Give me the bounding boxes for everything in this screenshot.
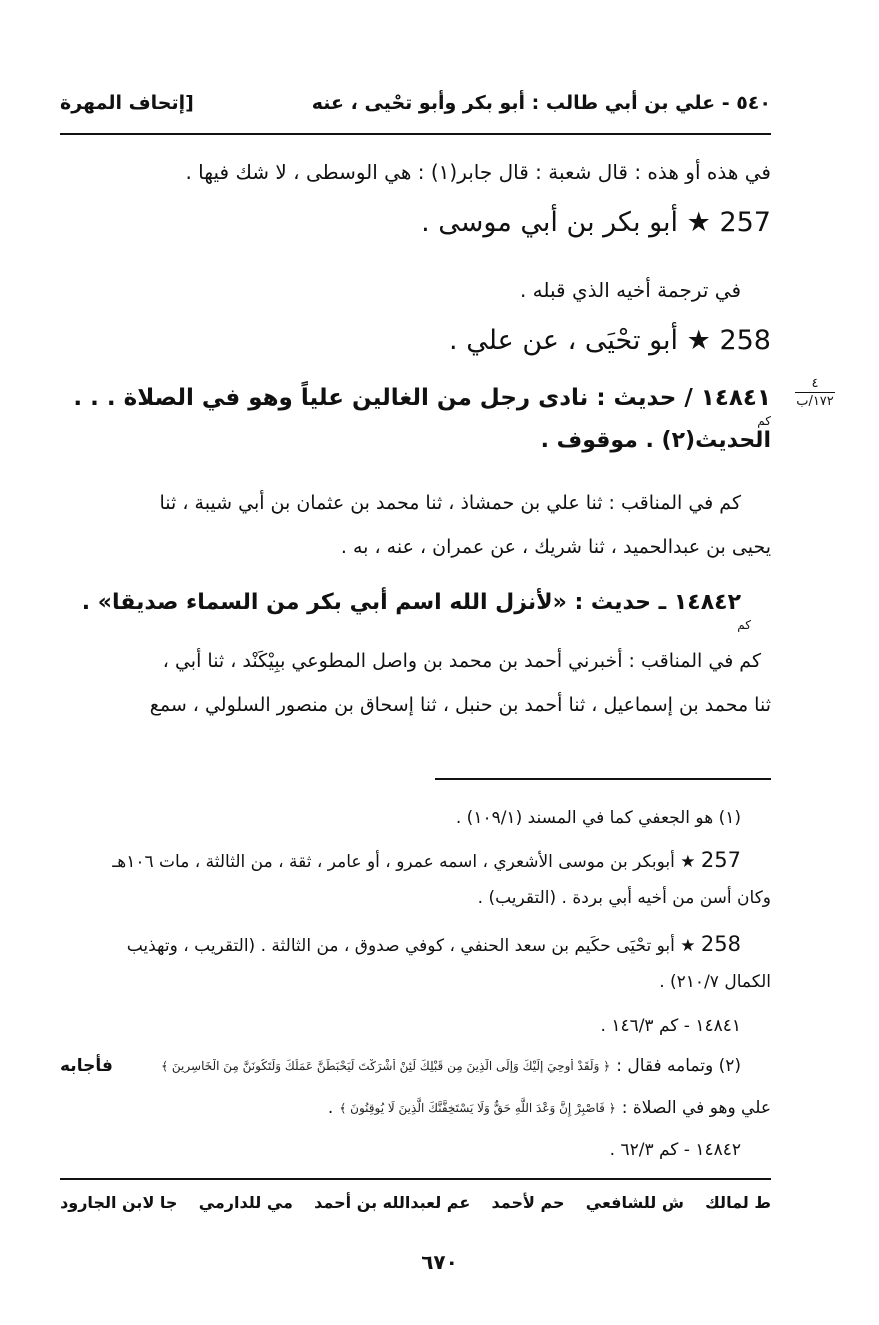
entry-257-number: 257 [719,207,771,238]
footnote-1: (١) هو الجعفي كما في المسند (١٠٩/١) . [455,808,741,828]
siglum-darimi: مي للدارمي [198,1193,293,1212]
hadith-14841-line1: ١٤٨٤١ / حديث : نادى رجل من الغالين علياً وهو في الصلاة . . . [73,385,771,411]
hadith-14841-line2: الحديث(٢) . موقوف . [540,428,771,453]
page-number: ٦٧٠ [421,1250,458,1274]
para2-line2: ثنا محمد بن إسماعيل ، ثنا أحمد بن حنبل ، ثنا إسحاق بن منصور السلولي ، سمع [149,694,771,716]
entry-258 [60,325,771,356]
footnote-257-line1 [60,848,741,872]
margin-folio-bottom: ١٧٢/ب [796,394,834,409]
para1-line2: يحيى بن عبدالحميد ، ثنا شريك ، عن عمران ، عنه ، به . [340,536,771,558]
header-rule [60,133,771,135]
footnote-257-number: 257 [700,848,741,872]
entry-257-text: أبو بكر بن أبي موسى . [421,207,679,238]
para1-line1: كم في المناقب : ثنا علي بن حمشاذ ، ثنا محمد بن عثمان بن أبي شيبة ، ثنا [159,492,741,514]
reference-14841: ١٤٨٤١ - كم ١٤٦/٣ . [600,1016,741,1036]
siglum-ahmad: حم لأحمد [491,1193,565,1212]
margin-folio-rule [795,392,835,393]
footnote-2-continuation: فأجابه [60,1056,113,1076]
footnote-2-reply: علي وهو في الصلاة : [621,1098,771,1118]
star-icon: ★ [680,852,696,872]
header-chapter-title: ٥٤٠ - علي بن أبي طالب : أبو بكر وأبو تحْيى ، عنه [311,92,771,114]
header-book-title: [إتحاف المهرة [60,92,194,114]
hadith-14842-siglum: كم [737,618,751,632]
hadith-14842-line1: ١٤٨٤٢ ـ حديث : «لأنزل الله اسم أبي بكر من السماء صديقا» . [81,590,741,615]
sigla-legend [60,1193,771,1212]
star-icon: ★ [686,207,711,238]
siglum-shafii: ش للشافعي [585,1193,684,1212]
para2-line1: كم في المناقب : أخبرني أحمد بن محمد بن واصل المطوعي ببِيْكَنْد ، ثنا أبي ، [162,650,761,672]
footnote-2-line2 [60,1098,771,1118]
footer-rule [60,1178,771,1180]
margin-folio-top: ٤ [811,376,819,391]
quran-verse-2: ﴿ فَاصْبِرْ إِنَّ وَعْدَ اللَّهِ حَقٌّ وَلَا يَسْتَخِفَّنَّكَ الَّذِينَ لَا يُوقِنُونَ ﴾ [339,1101,616,1115]
margin-folio-note [791,376,839,409]
text-line-1: في هذه أو هذه : قال شعبة : قال جابر(١) : هي الوسطى ، لا شك فيها . [185,160,771,184]
footnote-258-line2: الكمال ٢١٠/٧) . [659,972,771,992]
entry-258-text: أبو تحْيَى ، عن علي . [449,325,679,356]
footnote-separator [435,778,771,780]
entry-257 [60,207,771,238]
entry-258-number: 258 [719,325,771,356]
footnote-257-text: أبوبكر بن موسى الأشعري ، اسمه عمرو ، أو عامر ، ثقة ، من الثالثة ، مات ١٠٦هـ [112,852,675,872]
siglum-malik: ط لمالك [705,1193,771,1212]
footnote-258-line1 [60,932,741,956]
footnote-2-end: . [327,1098,334,1118]
footnote-258-number: 258 [700,932,741,956]
entry-257-note: في ترجمة أخيه الذي قبله . [519,278,741,302]
quran-verse-1: ﴿ وَلَقَدْ أُوحِيَ إِلَيْكَ وَإِلَى الَّذِينَ مِن قَبْلِكَ لَئِنْ أَشْرَكْتَ لَيَحْبَطَنَّ عَمَلُكَ وَلَتَكُونَنَّ مِنَ الْخَاسِرِينَ ﴾ [161,1059,611,1073]
footnote-2-intro: (٢) وتمامه فقال : [616,1056,741,1076]
footnote-257-line2: وكان أسن من أخيه أبي بردة . (التقريب) . [477,888,771,908]
siglum-abdullah: عم لعبدالله بن أحمد [314,1193,471,1212]
star-icon: ★ [680,936,696,956]
footnote-2-line1 [60,1056,741,1076]
footnote-258-text: أبو تحْيَى حكَيم بن سعد الحنفي ، كوفي صدوق ، من الثالثة . (التقريب ، وتهذيب [126,936,675,956]
running-header [60,86,771,120]
hadith-14841-siglum: كم [757,414,771,428]
siglum-ibn-jarud: جا لابن الجارود [60,1193,178,1212]
reference-14842: ١٤٨٤٢ - كم ٦٢/٣ . [609,1140,741,1160]
star-icon: ★ [686,325,711,356]
